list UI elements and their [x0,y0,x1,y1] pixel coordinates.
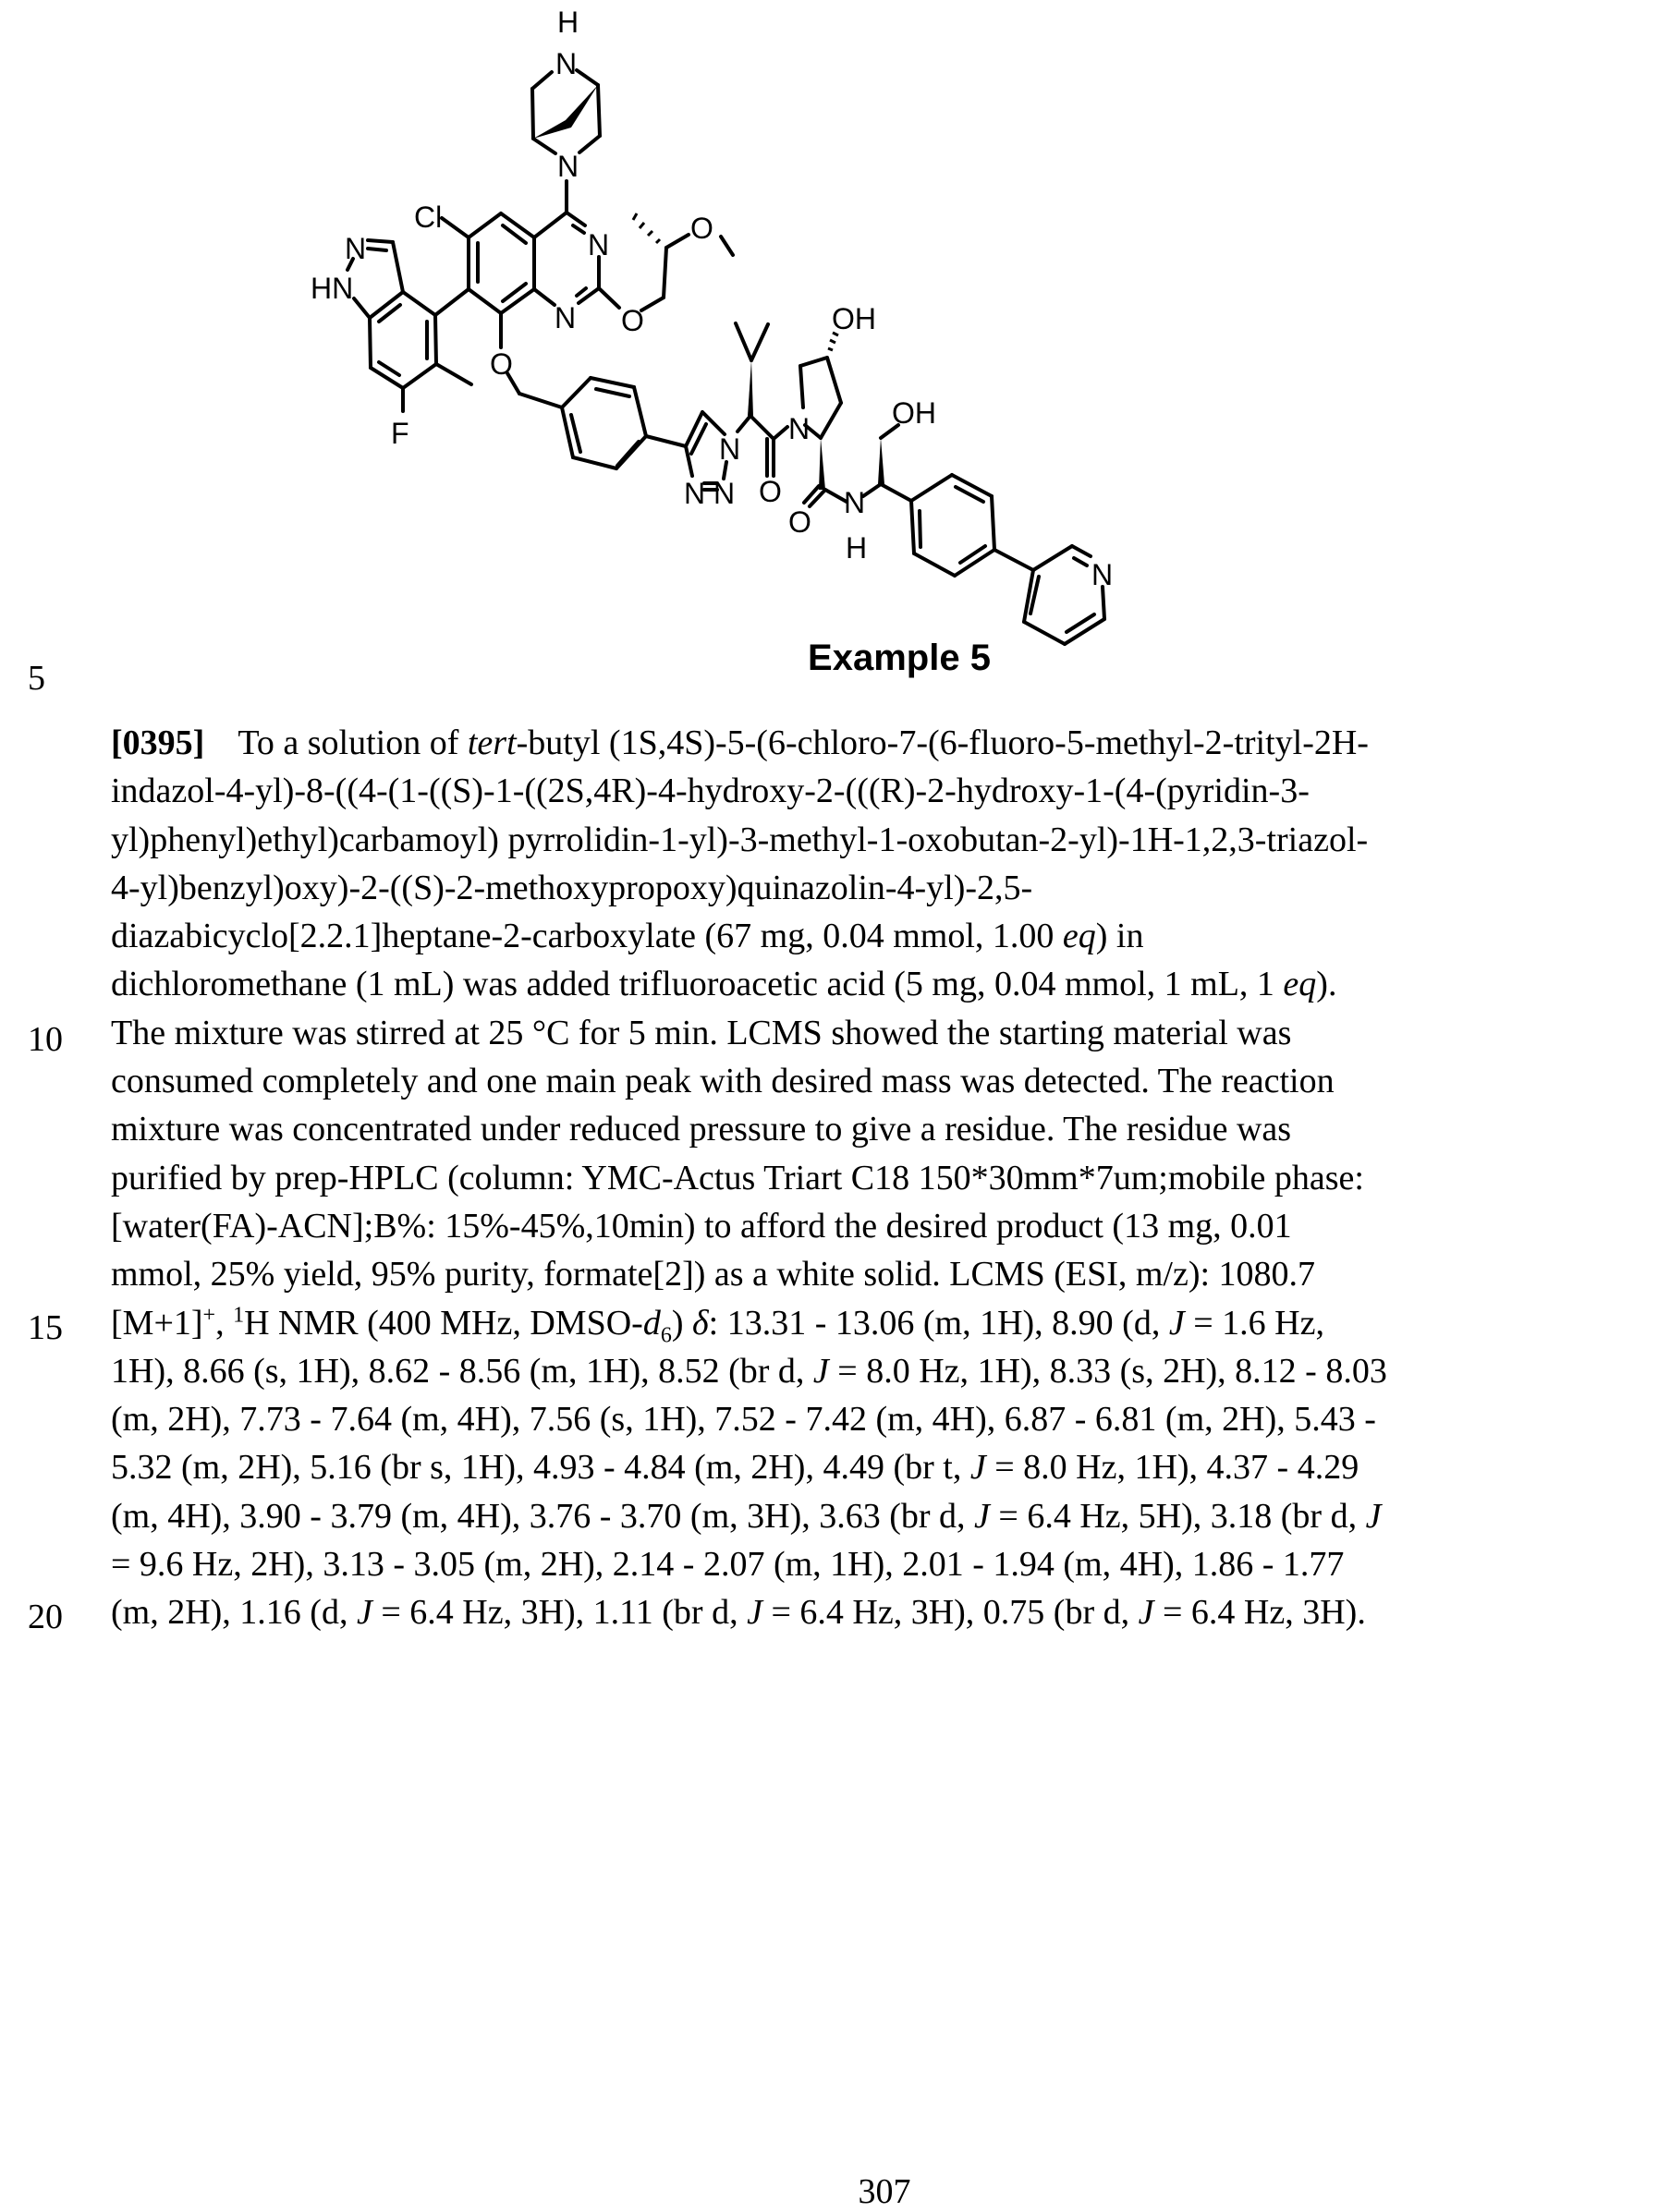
text-span: = 8.0 Hz, 1H), 8.33 (s, 2H), 8.12 - 8.03 [828,1351,1387,1391]
text-span: = 6.4 Hz, 3H), 0.75 (br d, [762,1593,1139,1633]
subscript: 6 [660,1323,672,1348]
svg-text:N: N [555,47,578,80]
italic-span: δ [691,1303,709,1343]
text-line: consumed completely and one main peak with desired mass was detected. The reaction [111,1062,1335,1101]
svg-text:H: H [557,6,579,39]
paragraph-0395 [111,719,1645,1637]
chemical-structure-figure [277,0,1479,665]
text-span: = 6.4 Hz, 5H), 3.18 (br d, [989,1496,1366,1536]
svg-text:O: O [690,212,713,245]
text-span: diazabicyclo[2.2.1]heptane-2-carboxylate (67 mg, 0.04 mmol, 1.00 [111,917,1063,956]
text-line: indazol-4-yl)-8-((4-(1-((S)-1-((2S,4R)-4-hydroxy-2-(((R)-2-hydroxy-1-(4-(pyridin-3- [111,772,1310,811]
svg-text:OH: OH [832,302,876,335]
italic-span: J [1168,1303,1185,1343]
text-line: mmol, 25% yield, 95% purity, formate[2]) as a white solid. LCMS (ESI, m/z): 1080.7 [111,1255,1316,1294]
text-span: , [215,1303,234,1343]
svg-text:N: N [588,228,610,261]
italic-span: J [974,1496,990,1536]
text-span: ). [1316,965,1337,1004]
text-line: yl)phenyl)ethyl)carbamoyl) pyrrolidin-1-yl)-3-methyl-1-oxobutan-2-yl)-1H-1,2,3-triazol- [111,820,1369,859]
italic-span: J [812,1351,829,1391]
page-number-text: 307 [858,2172,911,2211]
italic-span: J [747,1593,762,1633]
text-span: = 1.6 Hz, [1184,1303,1324,1343]
svg-text:N: N [788,412,811,445]
svg-text:HN: HN [311,272,354,305]
text-span: (m, 2H), 1.16 (d, [111,1593,357,1633]
line-number-5: 5 [28,659,45,698]
text-line: mixture was concentrated under reduced pressure to give a residue. The residue was [111,1110,1292,1149]
text-line: = 9.6 Hz, 2H), 3.13 - 3.05 (m, 2H), 2.14 - 2.07 (m, 1H), 2.01 - 1.94 (m, 4H), 1.86 - 1.77 [111,1545,1345,1585]
text-span: ) [671,1303,692,1343]
svg-text:OH: OH [892,396,936,430]
svg-text:N: N [844,486,866,519]
text-line: purified by prep-HPLC (column: YMC-Actus Triart C18 150*30mm*7um;mobile phase: [111,1158,1364,1197]
svg-text:O: O [788,505,811,539]
text-span: = 6.4 Hz, 3H). [1153,1593,1366,1633]
italic-span: tert [467,723,517,762]
text-span: H NMR (400 MHz, DMSO- [244,1303,643,1343]
example-title [0,638,1658,679]
line-number-20: 20 [28,1598,63,1636]
text-line: The mixture was stirred at 25 °C for 5 min. LCMS showed the starting material was [111,1013,1292,1052]
svg-text:N: N [1091,558,1114,591]
text-span: = 8.0 Hz, 1H), 4.37 - 4.29 [985,1448,1359,1488]
molecule-drawing [277,0,1479,665]
italic-span: d [642,1303,661,1343]
superscript: 1 [233,1302,245,1327]
italic-span: J [356,1593,372,1633]
page-number [0,2171,1658,2212]
text-line [111,1443,1645,1491]
text-line [111,960,1645,1008]
svg-text:N: N [557,150,579,183]
italic-span: J [1365,1496,1382,1536]
superscript: + [202,1302,216,1327]
svg-text:N: N [713,477,736,510]
svg-text:O: O [759,475,782,508]
example-title-text: Example 5 [808,638,991,678]
text-span: -butyl (1S,4S)-5-(6-chloro-7-(6-fluoro-5-methyl-2-trityl-2H- [516,723,1369,762]
svg-text:N: N [345,232,367,265]
svg-text:Cl: Cl [414,201,443,234]
italic-span: eq [1062,917,1096,956]
svg-text:F: F [391,417,409,450]
text-span: = 6.4 Hz, 3H), 1.11 (br d, [372,1593,748,1633]
text-line: (m, 2H), 7.73 - 7.64 (m, 4H), 7.56 (s, 1H), 7.52 - 7.42 (m, 4H), 6.87 - 6.81 (m, 2H), 5.43 - [111,1400,1376,1440]
line-number-10: 10 [28,1020,63,1059]
svg-text:N: N [684,477,706,510]
line-number-15: 15 [28,1308,63,1347]
text-line [111,1588,1645,1636]
italic-span: J [1138,1593,1154,1633]
svg-text:N: N [719,432,741,466]
paragraph-number: [0395] [111,723,205,762]
text-span: 1H), 8.66 (s, 1H), 8.62 - 8.56 (m, 1H), 8.52 (br d, [111,1351,813,1391]
text-span: [M+1] [111,1303,203,1343]
svg-text:O: O [621,304,644,337]
text-line [111,912,1645,960]
text-span: (m, 4H), 3.90 - 3.79 (m, 4H), 3.76 - 3.70 (m, 3H), 3.63 (br d, [111,1496,975,1536]
svg-text:O: O [490,347,513,381]
text-line: [water(FA)-ACN];B%: 15%-45%,10min) to afford the desired product (13 mg, 0.01 [111,1206,1292,1246]
text-span: : 13.31 - 13.06 (m, 1H), 8.90 (d, [708,1303,1169,1343]
text-line [111,1347,1645,1395]
text-line [111,719,1645,767]
text-span: dichloromethane (1 mL) was added trifluoroacetic acid (5 mg, 0.04 mmol, 1 mL, 1 [111,965,1284,1004]
italic-span: J [969,1448,986,1488]
text-line [111,1299,1645,1347]
text-line [111,1492,1645,1540]
text-span: 5.32 (m, 2H), 5.16 (br s, 1H), 4.93 - 4.84 (m, 2H), 4.49 (br t, [111,1448,970,1488]
text-span: ) in [1095,917,1144,956]
svg-text:N: N [555,301,577,334]
svg-text:H: H [846,531,868,565]
text-line: 4-yl)benzyl)oxy)-2-((S)-2-methoxypropoxy)quinazolin-4-yl)-2,5- [111,868,1033,907]
italic-span: eq [1283,965,1317,1004]
text-span: To a solution of [238,723,468,762]
